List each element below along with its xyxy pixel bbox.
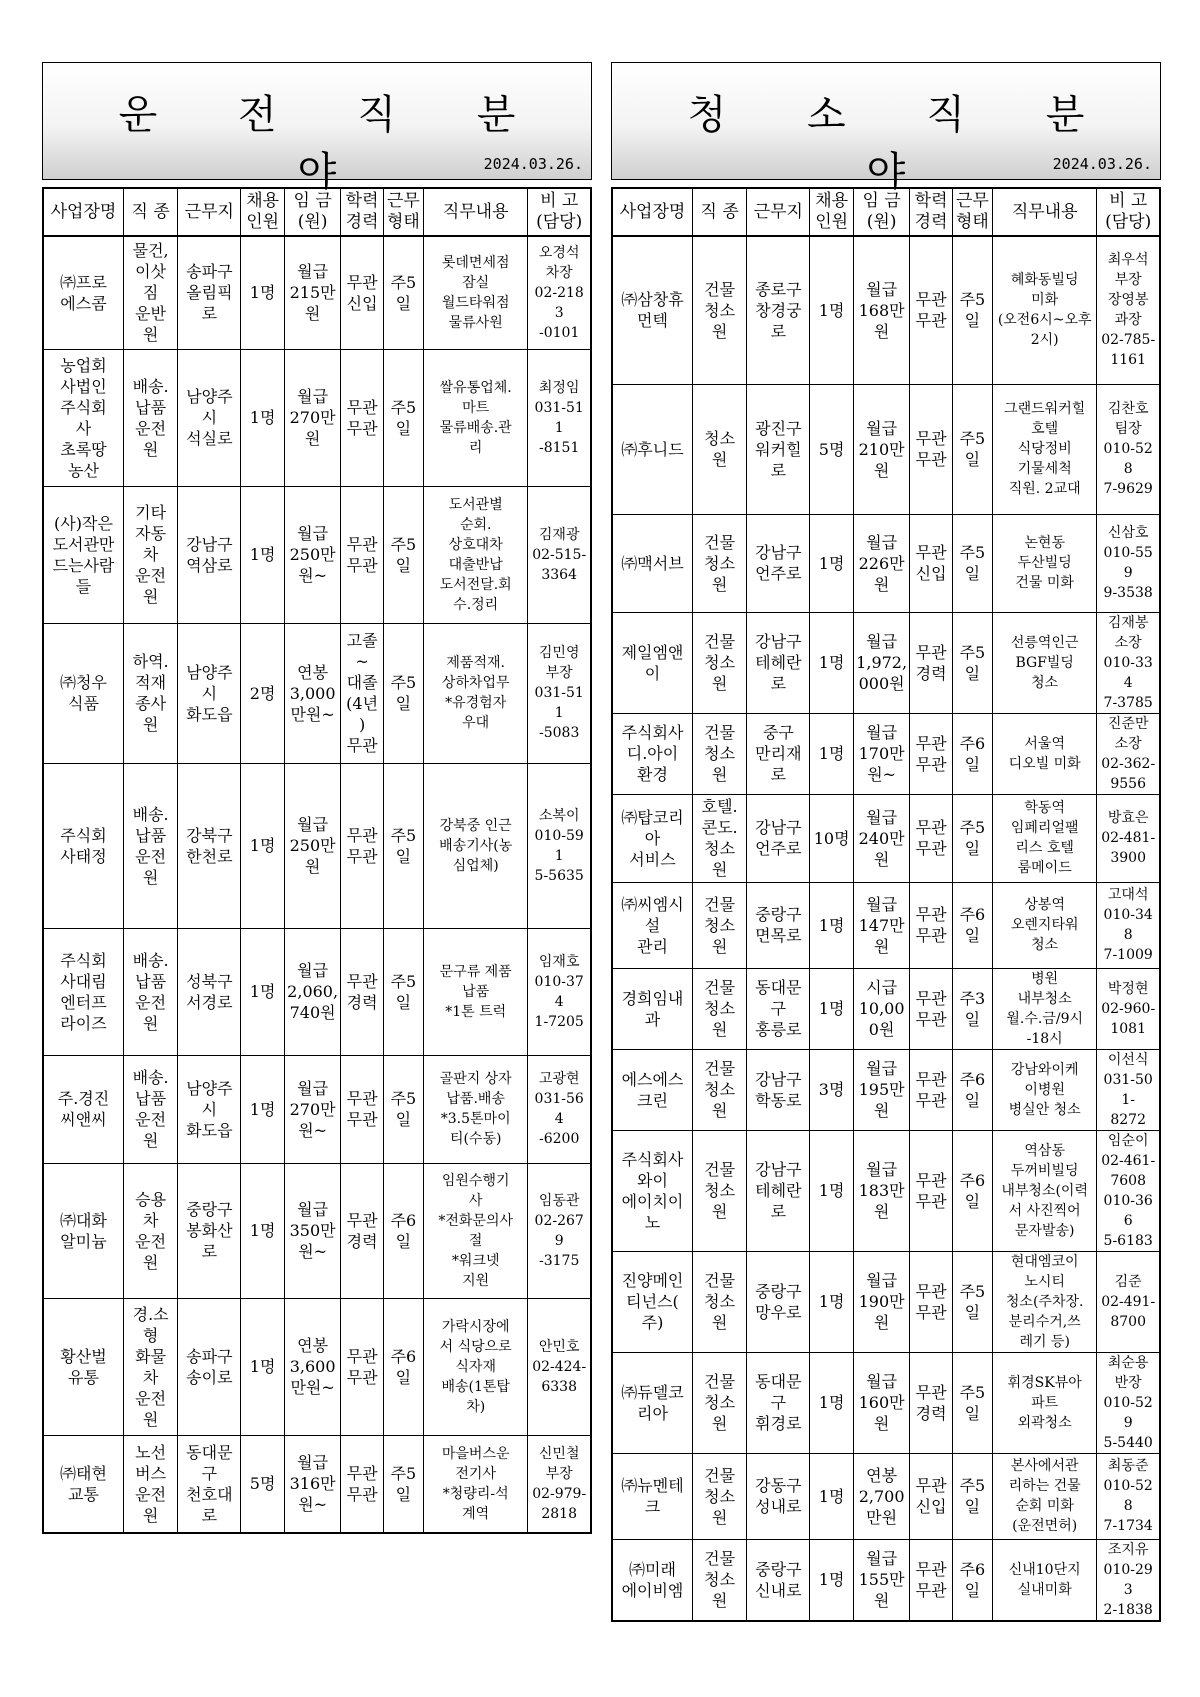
duties-cell: 가락시장에 서 식당으로 식자재 배송(1톤탑 차) [424,1298,528,1435]
work-schedule-cell: 주6일 [383,1298,423,1435]
header-hiring-count: 채용 인원 [810,188,853,236]
contact-cell: 김민영 부장 031-511 -5083 [528,623,591,763]
wage-cell: 월급 250만 원 [284,763,341,928]
company-cell: ㈜탑코리 아 서비스 [612,794,692,882]
header-contact: 비 고 (담당) [528,188,591,236]
header-wage: 임 금 (원) [853,188,910,236]
work-schedule-cell: 주5 일 [952,1352,992,1453]
table-row [43,623,591,763]
table-body [43,236,591,1533]
table-row [612,1539,1160,1621]
duties-cell: 논현동 두산빌딩 건물 미화 [993,514,1097,612]
job-type-cell: 기타 자동 차 운전 원 [123,486,177,623]
job-type-cell: 건물 청소 원 [692,1453,746,1539]
location-cell: 강남구 테헤란 로 [747,612,810,713]
contact-cell: 신삼호 010-559 9-3538 [1097,514,1160,612]
work-schedule-cell: 주5일 [383,928,423,1055]
education-cell: 무관 무관 [910,1251,952,1352]
title-box [42,62,592,195]
contact-cell: 김재봉 소장 010-334 7-3785 [1097,612,1160,713]
duties-cell: 현대엠코이 노시티 청소(주차장. 분리수거,쓰 레기 등) [993,1251,1097,1352]
duties-cell: 학동역 임페리얼팰 리스 호텔 룸메이드 [993,794,1097,882]
work-schedule-cell: 주5 일 [952,794,992,882]
work-schedule-cell: 주5일 [383,236,423,349]
header-company: 사업장명 [43,188,123,236]
education-cell: 무관 무관 [910,1130,952,1251]
education-cell: 무관 무관 [910,882,952,968]
education-cell: 무관 무관 [910,1539,952,1621]
education-cell: 무관 신입 [341,236,383,349]
contact-cell: 임동관 02-2679 -3175 [528,1163,591,1298]
company-cell: ㈜대화 알미늄 [43,1163,123,1298]
education-cell: 무관 무관 [910,713,952,794]
wage-cell: 월급 170만 원~ [853,713,910,794]
location-cell: 송파구 올림픽 로 [178,236,241,349]
hiring-count-cell: 2명 [241,623,284,763]
contact-cell: 이선식 031-501- 8272 [1097,1049,1160,1130]
table-row [612,236,1160,384]
company-cell: (사)작은 도서관만 드는사람 들 [43,486,123,623]
duties-cell: 휘경SK뷰아 파트 외곽청소 [993,1352,1097,1453]
location-cell: 성북구 서경로 [178,928,241,1055]
job-type-cell: 승용 차 운전 원 [123,1163,177,1298]
work-schedule-cell: 주6 일 [952,1049,992,1130]
duties-cell: 그랜드워커힐 호텔 식당정비 기물세척 직원. 2교대 [993,384,1097,514]
header-location: 근무지 [178,188,241,236]
wage-cell: 월급 316만 원~ [284,1435,341,1533]
table-row [612,612,1160,713]
company-cell: ㈜청우 식품 [43,623,123,763]
work-schedule-cell: 주5 일 [952,236,992,384]
location-cell: 남양주 시 석실로 [178,349,241,486]
education-cell: 무관 경력 [341,928,383,1055]
company-cell: 주식회 사태정 [43,763,123,928]
location-cell: 중랑구 봉화산 로 [178,1163,241,1298]
job-type-cell: 호텔. 콘도. 청소 원 [692,794,746,882]
job-type-cell: 노선 버스 운전 원 [123,1435,177,1533]
location-cell: 동대문 구 휘경로 [747,1352,810,1453]
work-schedule-cell: 주6일 [383,1163,423,1298]
table-row [43,486,591,623]
wage-cell: 월급 350만 원~ [284,1163,341,1298]
wage-cell: 월급 215만 원 [284,236,341,349]
table-row [43,1163,591,1298]
title-box [611,62,1161,195]
contact-cell: 임순이 02-461- 7608 010-366 5-6183 [1097,1130,1160,1251]
jobs-table [42,187,592,1534]
header-education: 학력 경력 [341,188,383,236]
cleaning-jobs-panel [611,62,1161,1622]
table-body [612,236,1160,1621]
wage-cell: 월급 250만 원~ [284,486,341,623]
job-type-cell: 건물 청소 원 [692,713,746,794]
location-cell: 강남구 언주로 [747,514,810,612]
hiring-count-cell: 5명 [241,1435,284,1533]
table-row [612,1049,1160,1130]
contact-cell: 최정임 031-511 -8151 [528,349,591,486]
work-schedule-cell: 주5일 [383,1435,423,1533]
header-wage: 임 금 (원) [284,188,341,236]
hiring-count-cell: 1명 [810,968,853,1049]
job-type-cell: 건물 청소 원 [692,882,746,968]
contact-cell: 최동준 010-528 7-1734 [1097,1453,1160,1539]
duties-cell: 병원 내부청소 월.수.금/9시 -18시 [993,968,1097,1049]
duties-cell: 혜화동빌딩 미화 (오전6시~오후 2시) [993,236,1097,384]
education-cell: 무관 무관 [341,1298,383,1435]
location-cell: 강남구 언주로 [747,794,810,882]
wage-cell: 연봉 3,600 만원~ [284,1298,341,1435]
table-row [612,384,1160,514]
wage-cell: 월급 240만 원 [853,794,910,882]
company-cell: ㈜맥서브 [612,514,692,612]
job-type-cell: 건물 청소 원 [692,1049,746,1130]
hiring-count-cell: 3명 [810,1049,853,1130]
work-schedule-cell: 주6 일 [952,1539,992,1621]
duties-cell: 강남와이케 이병원 병실안 청소 [993,1049,1097,1130]
contact-cell: 김재광 02-515- 3364 [528,486,591,623]
job-type-cell: 건물 청소 원 [692,236,746,384]
hiring-count-cell: 1명 [241,1163,284,1298]
company-cell: ㈜태현 교통 [43,1435,123,1533]
education-cell: 무관 무관 [910,384,952,514]
education-cell: 무관 무관 [910,794,952,882]
company-cell: 농업회 사법인 주식회 사 초록땅 농산 [43,349,123,486]
driving-jobs-panel [42,62,592,1534]
duties-cell: 상봉역 오렌지타워 청소 [993,882,1097,968]
header-hiring-count: 채용 인원 [241,188,284,236]
duties-cell: 강북중 인근 배송기사(농 심업체) [424,763,528,928]
company-cell: ㈜뉴멘테 크 [612,1453,692,1539]
jobs-table [611,187,1161,1622]
work-schedule-cell: 주5 일 [952,612,992,713]
work-schedule-cell: 주5 일 [952,384,992,514]
duties-cell: 역삼동 두꺼비빌딩 내부청소(이력 서 사진찍어 문자발송) [993,1130,1097,1251]
hiring-count-cell: 10명 [810,794,853,882]
job-type-cell: 배송. 납품 운전 원 [123,763,177,928]
education-cell: 무관 무관 [341,1055,383,1163]
work-schedule-cell: 주5일 [383,1055,423,1163]
job-type-cell: 건물 청소 원 [692,514,746,612]
company-cell: 황산벌 유통 [43,1298,123,1435]
wage-cell: 월급 190만 원 [853,1251,910,1352]
location-cell: 강북구 한천로 [178,763,241,928]
table-row [612,1352,1160,1453]
company-cell: ㈜삼창휴 먼텍 [612,236,692,384]
contact-cell: 김준 02-491- 8700 [1097,1251,1160,1352]
company-cell: 주식회사 디.아이 환경 [612,713,692,794]
job-type-cell: 배송. 납품 운전 원 [123,349,177,486]
education-cell: 무관 무관 [910,1049,952,1130]
location-cell: 강남구 학동로 [747,1049,810,1130]
contact-cell: 안민호 02-424- 6338 [528,1298,591,1435]
location-cell: 강남구 테헤란 로 [747,1130,810,1251]
duties-cell: 서울역 디오빌 미화 [993,713,1097,794]
wage-cell: 연봉 3,000 만원~ [284,623,341,763]
duties-cell: 골판지 상자 납품.배송 *3.5톤마이 티(수동) [424,1055,528,1163]
table-row [43,349,591,486]
wage-cell: 월급 160만 원 [853,1352,910,1453]
job-type-cell: 건물 청소 원 [692,968,746,1049]
header-work-schedule: 근무 형태 [952,188,992,236]
work-schedule-cell: 주5 일 [952,1453,992,1539]
table-row [612,1251,1160,1352]
job-type-cell: 건물 청소 원 [692,1251,746,1352]
wage-cell: 월급 270만 원~ [284,1055,341,1163]
education-cell: 무관 신입 [910,514,952,612]
education-cell: 무관 신입 [910,1453,952,1539]
hiring-count-cell: 1명 [241,349,284,486]
table-row [43,763,591,928]
company-cell: 제일엠앤 이 [612,612,692,713]
wage-cell: 월급 147만 원 [853,882,910,968]
hiring-count-cell: 1명 [241,928,284,1055]
duties-cell: 임원수행기 사 *전화문의사 절 *워크넷 지원 [424,1163,528,1298]
work-schedule-cell: 주6 일 [952,882,992,968]
table-row [612,968,1160,1049]
table-row [43,236,591,349]
header-duties: 직무내용 [993,188,1097,236]
panel-date: 2024.03.26. [1052,155,1152,173]
duties-cell: 선릉역인근 BGF빌딩 청소 [993,612,1097,713]
wage-cell: 월급 155만 원 [853,1539,910,1621]
hiring-count-cell: 1명 [810,1251,853,1352]
duties-cell: 도서관별 순회. 상호대차 대출반납 도서전달.회 수.정리 [424,486,528,623]
work-schedule-cell: 주3 일 [952,968,992,1049]
company-cell: ㈜듀델코 리아 [612,1352,692,1453]
education-cell: 무관 무관 [341,486,383,623]
hiring-count-cell: 1명 [810,514,853,612]
header-location: 근무지 [747,188,810,236]
work-schedule-cell: 주5일 [383,486,423,623]
location-cell: 종로구 창경궁 로 [747,236,810,384]
table-row [612,794,1160,882]
education-cell: 무관 경력 [910,1352,952,1453]
contact-cell: 신민철 부장 02-979- 2818 [528,1435,591,1533]
location-cell: 중랑구 면목로 [747,882,810,968]
work-schedule-cell: 주6 일 [952,713,992,794]
location-cell: 동대문 구 천호대 로 [178,1435,241,1533]
work-schedule-cell: 주5일 [383,349,423,486]
education-cell: 고졸 ~ 대졸 (4년 ) 무관 [341,623,383,763]
hiring-count-cell: 1명 [241,1055,284,1163]
job-type-cell: 물건, 이삿 짐 운반 원 [123,236,177,349]
work-schedule-cell: 주5 일 [952,1251,992,1352]
contact-cell: 임재호 010-374 1-7205 [528,928,591,1055]
header-job-type: 직 종 [123,188,177,236]
work-schedule-cell: 주5일 [383,623,423,763]
education-cell: 무관 무관 [341,763,383,928]
location-cell: 남양주 시 화도읍 [178,623,241,763]
job-type-cell: 하역. 적재 종사 원 [123,623,177,763]
location-cell: 중랑구 망우로 [747,1251,810,1352]
duties-cell: 본사에서관 리하는 건물 순회 미화 (운전면허) [993,1453,1097,1539]
header-contact: 비 고 (담당) [1097,188,1160,236]
job-type-cell: 건물 청소 원 [692,612,746,713]
hiring-count-cell: 1명 [241,763,284,928]
contact-cell: 최우석 부장 장영봉 과장 02-785- 1161 [1097,236,1160,384]
header-company: 사업장명 [612,188,692,236]
location-cell: 동대문 구 홍릉로 [747,968,810,1049]
education-cell: 무관 무관 [341,1435,383,1533]
work-schedule-cell: 주5 일 [952,514,992,612]
company-cell: ㈜미래 에이비엠 [612,1539,692,1621]
location-cell: 중랑구 신내로 [747,1539,810,1621]
hiring-count-cell: 1명 [241,1298,284,1435]
duties-cell: 제품적재. 상하차업무 *유경험자 우대 [424,623,528,763]
contact-cell: 김찬호 팀장 010-528 7-9629 [1097,384,1160,514]
duties-cell: 쌀유통업체. 마트 물류배송.관 리 [424,349,528,486]
wage-cell: 월급 226만 원 [853,514,910,612]
wage-cell: 월급 210만 원 [853,384,910,514]
company-cell: 에스에스 크린 [612,1049,692,1130]
hiring-count-cell: 1명 [810,1453,853,1539]
location-cell: 강남구 역삼로 [178,486,241,623]
company-cell: ㈜후니드 [612,384,692,514]
location-cell: 광진구 워커힐 로 [747,384,810,514]
job-type-cell: 배송. 납품 운전 원 [123,928,177,1055]
wage-cell: 연봉 2,700 만원 [853,1453,910,1539]
contact-cell: 소복이 010-591 5-5635 [528,763,591,928]
contact-cell: 진준만 소장 02-362- 9556 [1097,713,1160,794]
job-type-cell: 건물 청소 원 [692,1539,746,1621]
hiring-count-cell: 1명 [810,713,853,794]
hiring-count-cell: 1명 [810,612,853,713]
location-cell: 송파구 송이로 [178,1298,241,1435]
panel-date: 2024.03.26. [483,155,583,173]
table-row [43,1435,591,1533]
hiring-count-cell: 1명 [810,1539,853,1621]
education-cell: 무관 경력 [341,1163,383,1298]
job-type-cell: 배송. 납품 운전 원 [123,1055,177,1163]
duties-cell: 롯데면세점 잠실 월드타워점 물류사원 [424,236,528,349]
hiring-count-cell: 1명 [810,1130,853,1251]
wage-cell: 월급 168만 원 [853,236,910,384]
job-type-cell: 건물 청소 원 [692,1130,746,1251]
hiring-count-cell: 1명 [810,236,853,384]
company-cell: 진양메인 티넌스( 주) [612,1251,692,1352]
company-cell: ㈜프로 에스콤 [43,236,123,349]
company-cell: 경희임내 과 [612,968,692,1049]
hiring-count-cell: 5명 [810,384,853,514]
panel-title: 청 소 직 분 야 [687,92,1119,195]
hiring-count-cell: 1명 [810,1352,853,1453]
table-row [612,1453,1160,1539]
duties-cell: 신내10단지 실내미화 [993,1539,1097,1621]
wage-cell: 월급 195만 원 [853,1049,910,1130]
panel-title: 운 전 직 분 야 [118,92,550,195]
table-row [612,713,1160,794]
hiring-count-cell: 1명 [241,486,284,623]
education-cell: 무관 경력 [910,612,952,713]
job-type-cell: 경.소 형 화물 차 운전 원 [123,1298,177,1435]
location-cell: 남양주 시 화도읍 [178,1055,241,1163]
company-cell: 주식회사 와이 에이치이 노 [612,1130,692,1251]
education-cell: 무관 무관 [341,349,383,486]
location-cell: 중구 만리재 로 [747,713,810,794]
contact-cell: 고광현 031-564 -6200 [528,1055,591,1163]
header-job-type: 직 종 [692,188,746,236]
work-schedule-cell: 주5일 [383,763,423,928]
job-type-cell: 건물 청소 원 [692,1352,746,1453]
company-cell: 주.경진 씨앤씨 [43,1055,123,1163]
wage-cell: 월급 1,972, 000원 [853,612,910,713]
contact-cell: 박정현 02-960- 1081 [1097,968,1160,1049]
contact-cell: 최순용 반장 010-529 5-5440 [1097,1352,1160,1453]
contact-cell: 고대석 010-348 7-1009 [1097,882,1160,968]
hiring-count-cell: 1명 [810,882,853,968]
wage-cell: 월급 270만 원 [284,349,341,486]
duties-cell: 마을버스운 전기사 *청량리-석 계역 [424,1435,528,1533]
hiring-count-cell: 1명 [241,236,284,349]
header-work-schedule: 근무 형태 [383,188,423,236]
wage-cell: 월급 2,060, 740원 [284,928,341,1055]
table-row [612,1130,1160,1251]
contact-cell: 조지유 010-293 2-1838 [1097,1539,1160,1621]
table-row [43,1298,591,1435]
duties-cell: 문구류 제품 납품 *1톤 트럭 [424,928,528,1055]
table-row [612,514,1160,612]
contact-cell: 오경석 차장 02-2183 -0101 [528,236,591,349]
education-cell: 무관 무관 [910,968,952,1049]
table-row [43,928,591,1055]
table-row [612,882,1160,968]
location-cell: 강동구 성내로 [747,1453,810,1539]
header-education: 학력 경력 [910,188,952,236]
education-cell: 무관 무관 [910,236,952,384]
work-schedule-cell: 주6 일 [952,1130,992,1251]
header-duties: 직무내용 [424,188,528,236]
wage-cell: 월급 183만 원 [853,1130,910,1251]
wage-cell: 시급 10,00 0원 [853,968,910,1049]
contact-cell: 방효은 02-481- 3900 [1097,794,1160,882]
company-cell: 주식회 사대림 엔터프 라이즈 [43,928,123,1055]
company-cell: ㈜씨엠시 설 관리 [612,882,692,968]
table-row [43,1055,591,1163]
job-type-cell: 청소 원 [692,384,746,514]
